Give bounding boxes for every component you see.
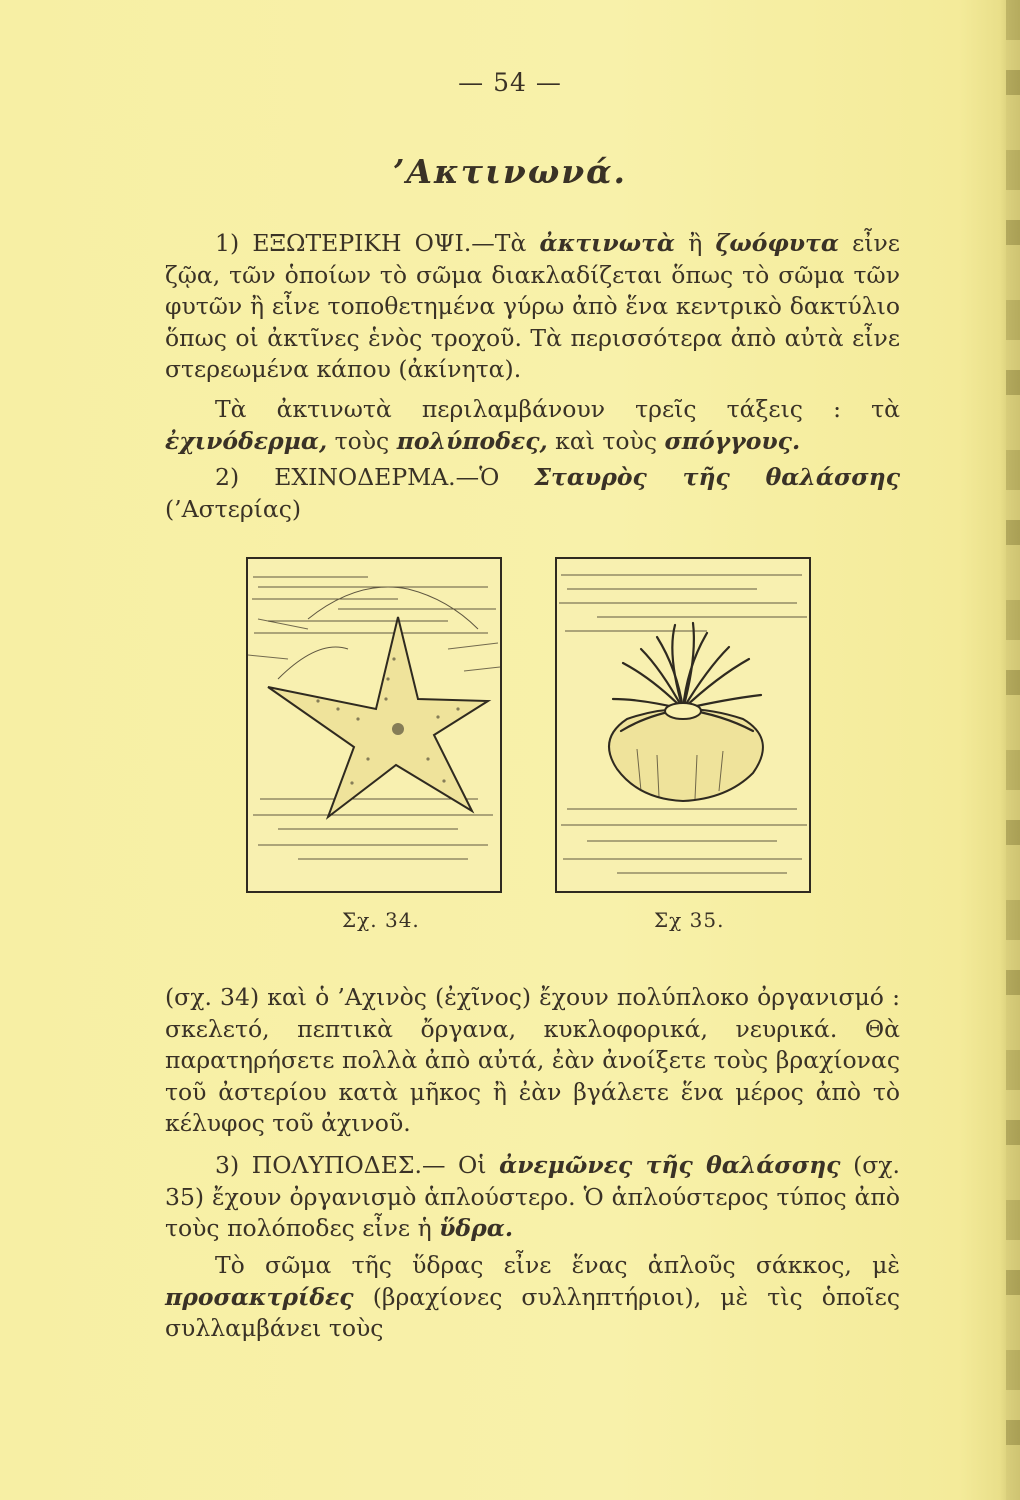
- term-ydra: ὕδρα.: [439, 1214, 513, 1242]
- figure-35: [555, 557, 811, 893]
- term-prosaktrides: προσακτρίδες: [165, 1282, 354, 1311]
- section-label-polypodes: 3) ΠΟΛΥΠΟΔΕΣ.: [215, 1151, 422, 1179]
- paragraph-external-view: 1) ΕΞΩΤΕΡΙΚΗ ΟΨΙ.—Τὰ ἀκτινωτὰ ἢ ζωόφυτα εἶνε ζῷα, τῶν ὁποίων τὸ σῶμα διακλαδίζεται ὅπως τὸ σῶμα τῶν φυτῶν ἢ εἶνε τοποθετημένα γύρω ἀπὸ ἕνα κεντρικὸ δακτύλιο ὅπως οἱ ἀκτῖνες ἑνὸς τροχοῦ. Τὰ περισσότερα ἀπὸ αὐτὰ εἶνε στερεωμένα κάπου (ἀκίνητα).: [165, 229, 900, 383]
- section-label-external-view: 1) ΕΞΩΤΕΡΙΚΗ ΟΨΙ.: [215, 229, 472, 257]
- term-echinoderma: ἐχινόδερμα,: [165, 426, 328, 455]
- paragraph-hydra-body: Τὸ σῶμα τῆς ὕδρας εἶνε ἕνας ἁπλοῦς σάκκος, μὲ προσακτρίδες (βραχίονες συλληπτήριοι), μὲ τὶς ὁποῖες συλλαμβάνει τοὺς: [165, 1251, 900, 1342]
- term-zoofyta: ζωόφυτα: [715, 229, 839, 257]
- page-number: — 54 —: [458, 68, 562, 97]
- paragraph-classes: Τὰ ἀκτινωτὰ περιλαμβάνουν τρεῖς τάξεις : τὰ ἐχινόδερμα, τοὺς πολύποδες, καὶ τοὺς σπόγγους.: [165, 395, 900, 455]
- page-edge: [1006, 0, 1020, 1500]
- paragraph-organism: (σχ. 34) καὶ ὁ ’Αχινὸς (ἐχῖνος) ἔχουν πολύπλοκο ὀργανισμό : σκελετό, πεπτικὰ ὄργανα, κυκλοφορικά, νευρικά. Θὰ παρατηρήσετε πολλὰ ἀπὸ αὐτά, ἐὰν ἀνοίξετε τοὺς βραχίονας τοῦ ἀστερίου κατὰ μῆκος ἢ ἐὰν βγάλετε ἕνα μέρος ἀπὸ τὸ κέλυφος τοῦ ἀχινοῦ.: [165, 983, 900, 1137]
- figure-35-caption: Σχ 35.: [654, 908, 725, 932]
- term-aktinota: ἀκτινωτὰ: [539, 229, 676, 257]
- term-stavros-thalassis: Σταυρὸς τῆς θαλάσσης: [534, 463, 900, 491]
- paragraph-echinoderma: 2) ΕΧΙΝΟΔΕΡΜΑ.—Ὁ Σταυρὸς τῆς θαλάσσης (’Αστερίας): [165, 463, 900, 523]
- paragraph-polypodes: 3) ΠΟΛΥΠΟΔΕΣ.— Οἱ ἀνεμῶνες τῆς θαλάσσης (σχ. 35) ἔχουν ὀργανισμὸ ἁπλούστερο. Ὁ ἁπλούστερος τύπος ἀπὸ τοὺς πολόποδες εἶνε ἡ ὕδρα.: [165, 1151, 901, 1242]
- term-spoggous: σπόγγους.: [664, 426, 801, 455]
- section-label-echinoderma: 2) ΕΧΙΝΟΔΕΡΜΑ.: [215, 463, 456, 491]
- term-anemones: ἀνεμῶνες τῆς θαλάσσης: [499, 1151, 841, 1179]
- page-heading: ’Ακτινωνά.: [392, 152, 628, 191]
- sea-anemone-illustration-icon: [557, 559, 809, 891]
- figure-34: [246, 557, 502, 893]
- figure-34-caption: Σχ. 34.: [342, 908, 420, 932]
- term-polypodes: πολύποδες,: [396, 426, 548, 455]
- starfish-illustration-icon: [248, 559, 500, 891]
